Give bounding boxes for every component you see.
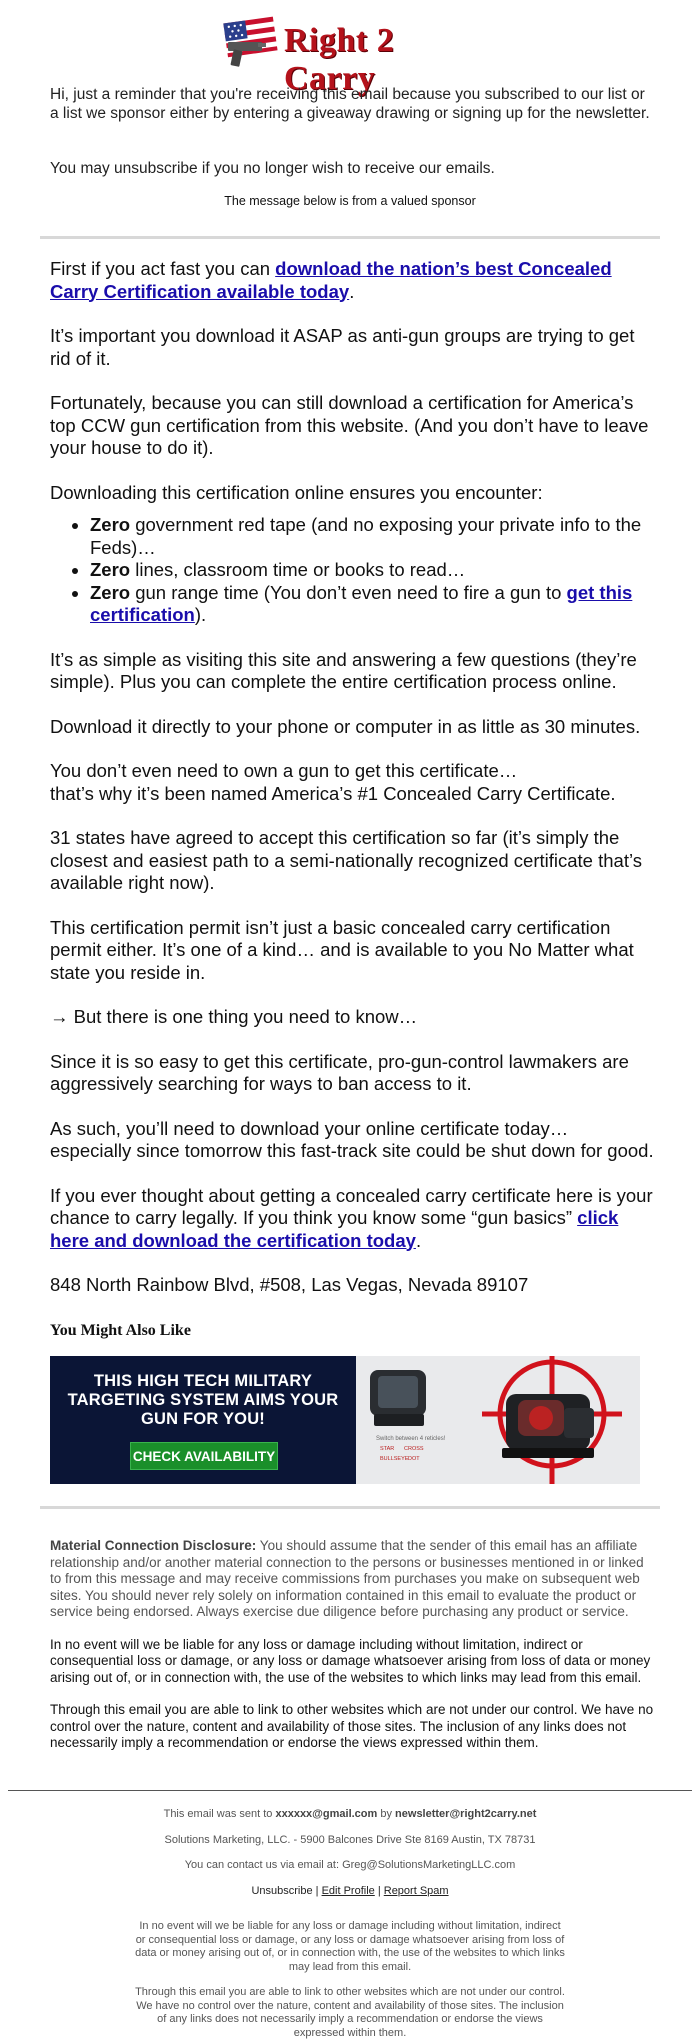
list-item: • Zero gun range time (You don’t even need to fire a gun to get this certification). (90, 582, 654, 627)
divider (40, 236, 660, 239)
flag-gun-logo-icon (218, 12, 282, 70)
company-address: Solutions Marketing, LLC. - 5900 Balcones Drive Ste 8169 Austin, TX 78731 (164, 1833, 536, 1846)
download-certification-link-2[interactable]: click here and download the certification today (50, 1207, 619, 1251)
ad-text-panel[interactable] (50, 1356, 356, 1484)
sponsor-note: The message below is from a valued sponsor (224, 194, 476, 208)
disclosure-section (50, 1538, 654, 1768)
red-dot-sight-icon (356, 1356, 640, 1484)
paragraph: 31 states have agreed to accept this certification so far (it’s simply the closest and easiest path to a semi-nationally recognized certificate that’s available right now). (50, 827, 642, 893)
ad-headline: THIS HIGH TECH MILITARY TARGETING SYSTEM AIMS YOUR GUN FOR YOU! (67, 1372, 339, 1428)
external-links-notice: Through this email you are able to link to other websites which are not under our control. We have no control over the nature, content and availability of those sites. The inclusion of any links does not necessarily imply a recommendation or endorse the views expressed within them. (50, 1702, 654, 1750)
might-also-like-heading: You Might Also Like (50, 1322, 191, 1339)
paragraph: Downloading this certification online ensures you encounter: (50, 481, 543, 503)
reticle-label: DOT (408, 1456, 420, 1462)
footer-legal-links: Through this email you are able to link to other websites which are not under our control. We have no control over the nature, content and availability of those sites. The inclusion of any links does not necessarily imply a recommendation or endorse the views expressed within them. (135, 1986, 565, 2039)
edit-profile-link[interactable]: Edit Profile (321, 1884, 375, 1897)
get-certification-link[interactable]: get this certification (90, 581, 633, 625)
report-spam-link[interactable]: Report Spam (383, 1884, 449, 1897)
reticle-label: BULLSEYE (380, 1456, 409, 1462)
check-availability-button[interactable]: CHECK AVAILABILITY (130, 1442, 278, 1470)
paragraph: As such, you’ll need to download your online certificate today… especially since tomorrow this fast-track site could be shut down for good. (50, 1117, 654, 1161)
paragraph: Download it directly to your phone or computer in as little as 30 minutes. (50, 715, 641, 737)
paragraph: Since it is so easy to get this certificate, pro-gun-control lawmakers are aggressively searching for ways to ban access to it. (50, 1050, 629, 1094)
material-connection-disclosure: Material Connection Disclosure: You should assume that the sender of this email has an affiliate relationship and/or another material connection to the persons or businesses mentioned in or linked to from this message and may receive commissions from purchases you make on subsequent web sites. You should never rely solely on information contained in this email to evaluate the product or service being endorsed. Always exercise due diligence before purchasing any product or service. (50, 1538, 644, 1619)
sponsor-message (50, 258, 654, 1319)
paragraph: It’s important you download it ASAP as anti-gun groups are trying to get rid of it. (50, 325, 635, 369)
footer (0, 1808, 700, 2040)
targeting-system-ad[interactable] (50, 1356, 640, 1484)
ad-product-image[interactable] (356, 1356, 640, 1484)
list-item: • Zero government red tape (and no exposing your private info to the Feds)… (90, 514, 654, 559)
ad-small-text: Switch between 4 reticles! (376, 1436, 446, 1442)
list-item: • Zero lines, classroom time or books to read… (90, 559, 654, 582)
intro-reminder: Hi, just a reminder that you're receiving this email because you subscribed to our list or a list we sponsor either by entering a giveaway drawing or signing up for the newsletter. (50, 86, 650, 122)
paragraph: Fortunately, because you can still download a certification for America’s top CCW gun certification from this website. (And you don’t have to leave your house to do it). (50, 392, 649, 458)
footer-legal-liability: In no event will we be liable for any loss or damage including without limitation, indirect or consequential loss or damage, or any loss or damage whatsoever arising from loss of data or money arising out of, or in connection with, the use of the websites to which links may lead from this email. (135, 1920, 565, 1973)
liability-notice: In no event will we be liable for any loss or damage including without limitation, indirect or consequential loss or damage, or any loss or damage whatsoever arising from loss of data or money arising out of, or in connection with, the use of the websites to which links may lead from this email. (50, 1636, 651, 1685)
reticle-label: CROSS (404, 1446, 424, 1452)
reticle-label: STAR (380, 1446, 395, 1452)
intro-unsubscribe-note: You may unsubscribe if you no longer wish to receive our emails. (50, 160, 495, 177)
paragraph: It’s as simple as visiting this site and answering a few questions (they’re simple). Plus you can complete the entire certification process online. (50, 648, 637, 692)
brand-logo[interactable] (218, 12, 478, 97)
benefits-list (50, 514, 654, 627)
paragraph: You don’t even need to own a gun to get this certificate… that’s why it’s been named America’s #1 Concealed Carry Certificate. (50, 760, 616, 804)
unsubscribe-link[interactable]: Unsubscribe (251, 1884, 313, 1897)
paragraph: This certification permit isn’t just a basic concealed carry certification permit either. It’s one of a kind… and is available to you No Matter what state you reside in. (50, 916, 634, 983)
sent-to-line: This email was sent to xxxxxx@gmail.com by newsletter@right2carry.net (163, 1808, 537, 1820)
footer-links: Unsubscribe | Edit Profile | Report Spam (251, 1884, 449, 1897)
contact-email: You can contact us via email at: Greg@SolutionsMarketingLLC.com (184, 1859, 516, 1871)
divider (40, 1506, 660, 1509)
footer-divider (8, 1790, 692, 1791)
paragraph: First if you act fast you can download the nation’s best Concealed Carry Certification available today. (50, 258, 612, 302)
brand-name: Right 2 Carry (284, 22, 395, 97)
download-certification-link[interactable]: download the nation’s best Concealed Carry Certification available today (50, 258, 612, 302)
paragraph: If you ever thought about getting a concealed carry certificate here is your chance to carry legally. If you think you know some “gun basics” click here and download the certification today. (50, 1184, 653, 1251)
mailing-address: 848 North Rainbow Blvd, #508, Las Vegas, Nevada 89107 (50, 1274, 529, 1295)
paragraph: → But there is one thing you need to know… (50, 1006, 418, 1027)
